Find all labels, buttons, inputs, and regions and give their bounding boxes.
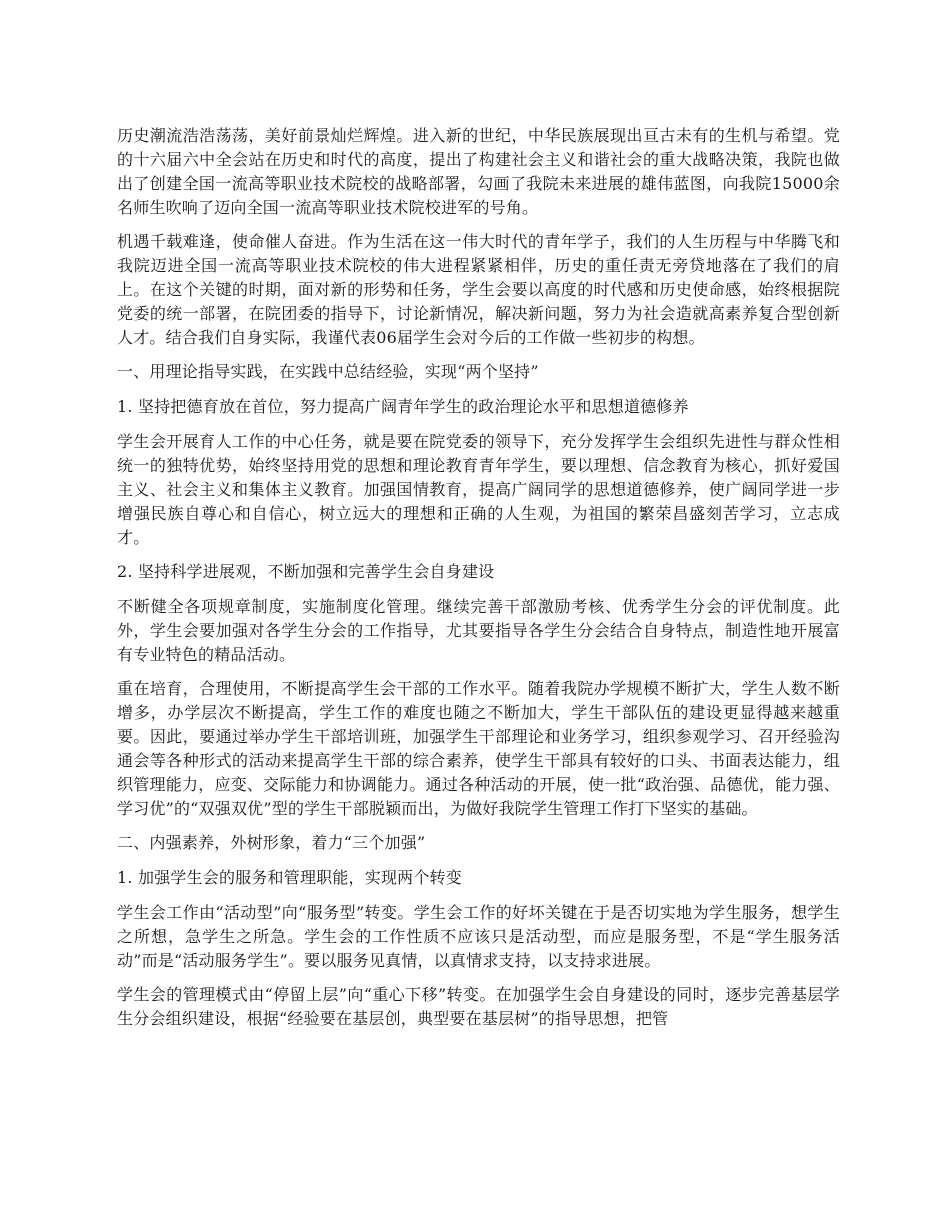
paragraph-education-task: 学生会开展育人工作的中心任务，就是要在院党委的领导下，充分发挥学生会组织先进性与群众性相统一的独特优势，始终坚持用党的思想和理论教育青年学生，要以理想、信念教育为核心，抓好爱国主义、社会主义和集体主义教育。加强国情教育，提高广阔同学的思想道德修养，使广阔同学进一步增强民族自尊心和自信心，树立远大的理想和正确的人生观，为祖国的繁荣昌盛刻苦学习，立志成才。 bbox=[117, 432, 840, 547]
paragraph-service-transition: 学生会工作由“活动型”向“服务型”转变。学生会工作的好坏关键在于是否切实地为学生服务，想学生之所想，急学生之所急。学生会的工作性质不应该只是活动型，而应是服务型，不是“学生服务活动”而是“活动服务学生”。要以服务见真情，以真情求支持，以支持求进展。 bbox=[117, 903, 840, 970]
section-heading-two: 二、内强素养，外树形象，着力“三个加强” bbox=[117, 833, 426, 852]
subheading-scientific-development: 2. 坚持科学进展观，不断加强和完善学生会自身建设 bbox=[117, 562, 495, 581]
paragraph-cadre-training: 重在培育，合理使用，不断提高学生会干部的工作水平。随着我院办学规模不断扩大，学生人数不断增多，办学层次不断提高，学生工作的难度也随之不断加大，学生干部队伍的建设更显得越来越重要。因此，要通过举办学生干部培训班，加强学生干部理论和业务学习，组织参观学习、召开经验沟通会等各种形式的活动来提高学生干部的综合素养，使学生干部具有较好的口头、书面表达能力，组织管理能力，应变、交际能力和协调能力。通过各种活动的开展，使一批“政治强、品德优，能力强、学习优”的“双强双优”型的学生干部脱颖而出，为做好我院学生管理工作打下坚实的基础。 bbox=[117, 679, 840, 818]
subheading-moral-education: 1. 坚持把德育放在首位，努力提高广阔青年学生的政治理论水平和思想道德修养 bbox=[117, 397, 689, 416]
document-body bbox=[117, 124, 840, 1041]
subheading-service-management: 1. 加强学生会的服务和管理职能，实现两个转变 bbox=[117, 868, 462, 887]
paragraph-opportunity: 机遇千载难逢，使命催人奋进。作为生活在这一伟大时代的青年学子，我们的人生历程与中华腾飞和我院迈进全国一流高等职业技术院校的伟大进程紧紧相伴，历史的重任责无旁贷地落在了我们的肩上。在这个关键的时期，面对新的形势和任务，学生会要以高度的时代感和历史使命感，始终根据院党委的统一部署，在院团委的指导下，讨论新情况，解决新问题，努力为社会造就高素养复合型创新人才。结合我们自身实际，我谨代表06届学生会对今后的工作做一些初步的构想。 bbox=[117, 232, 840, 347]
paragraph-intro: 历史潮流浩浩荡荡，美好前景灿烂辉煌。进入新的世纪，中华民族展现出亘古未有的生机与希望。党的十六届六中全会站在历史和时代的高度，提出了构建社会主义和谐社会的重大战略决策，我院也做出了创建全国一流高等职业技术院校的战略部署，勾画了我院未来进展的雄伟蓝图，向我院15000余名师生吹响了迈向全国一流高等职业技术院校进军的号角。 bbox=[117, 126, 840, 217]
paragraph-management-transition: 学生会的管理模式由“停留上层”向“重心下移”转变。在加强学生会自身建设的同时，逐步完善基层学生分会组织建设，根据“经验要在基层创，典型要在基层树”的指导思想，把管 bbox=[117, 985, 840, 1028]
paragraph-regulations: 不断健全各项规章制度，实施制度化管理。继续完善干部激励考核、优秀学生分会的评优制度。此外，学生会要加强对各学生分会的工作指导，尤其要指导各学生分会结合自身特点，制造性地开展富有专业特色的精品活动。 bbox=[117, 597, 840, 664]
section-heading-one: 一、用理论指导实践，在实践中总结经验，实现“两个坚持” bbox=[117, 362, 539, 381]
